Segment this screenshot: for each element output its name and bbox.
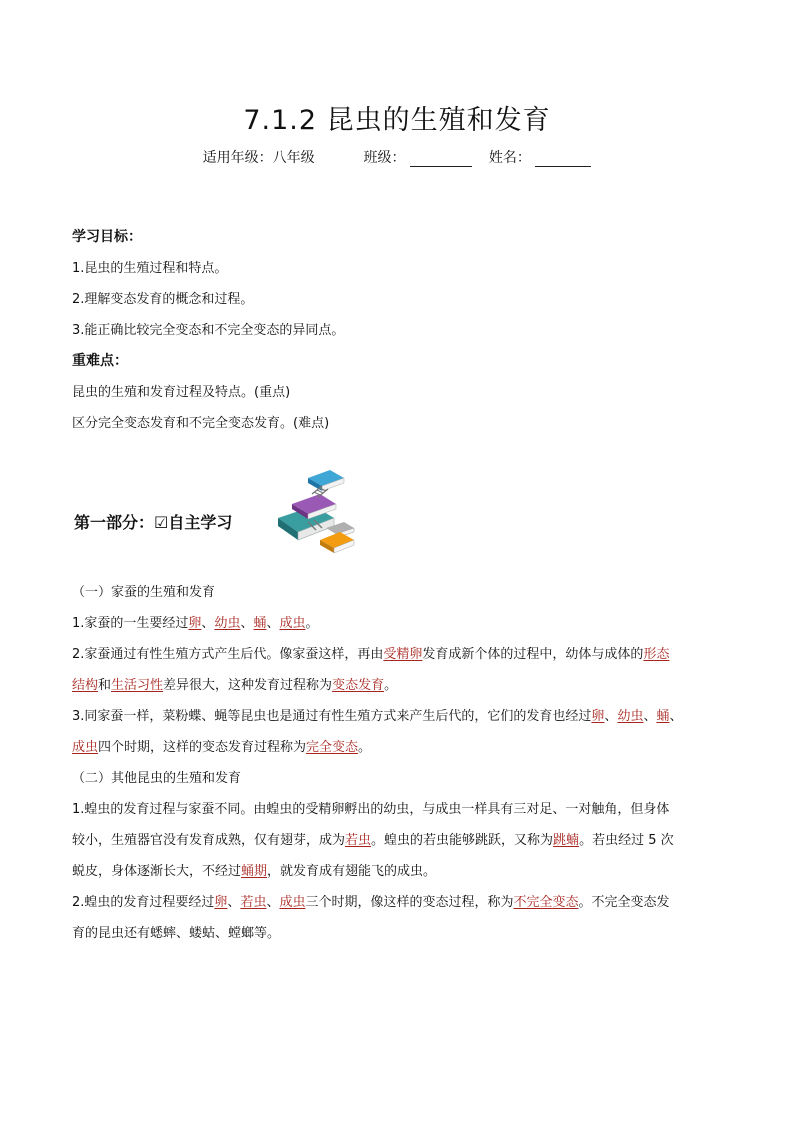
- answer-blank: 成虫: [72, 740, 99, 755]
- key-points-heading: 重难点：: [72, 353, 128, 369]
- answer-blank: 幼虫: [617, 709, 644, 724]
- meta-line: [0, 147, 794, 167]
- text: 四个时期，这样的变态发育过程称为: [98, 740, 307, 755]
- answer-blank: 成虫: [279, 616, 306, 631]
- text: 蜕皮，身体逐渐长大，不经过: [72, 864, 242, 879]
- text: ，就发育成有翅能飞的成虫。: [267, 864, 437, 879]
- text: 。不完全变态发: [578, 895, 670, 910]
- section2-heading: （二）其他昆虫的生殖和发育: [72, 771, 242, 786]
- answer-blank: 生活习性: [111, 678, 164, 693]
- answer-blank: 变态发育: [332, 678, 385, 693]
- answer-blank: 蛹期: [241, 864, 268, 879]
- answer-blank: 不完全变态: [513, 895, 579, 910]
- text: 1.蝗虫的发育过程与家蚕不同。由蝗虫的受精卵孵出的幼虫，与成虫一样具有三对足、一对触角，但身体: [72, 802, 670, 817]
- answer-blank: 成虫: [279, 895, 306, 910]
- name-blank: [535, 150, 591, 167]
- part1-heading: 第一部分：☑自主学习: [74, 513, 233, 532]
- key-point-item: 昆虫的生殖和发育过程及特点。(重点): [72, 385, 291, 400]
- text: 差异很大，这种发育过程称为: [163, 678, 333, 693]
- class-blank: [410, 150, 472, 167]
- section2-paragraph-1-cont2: [72, 856, 732, 887]
- grade-label: 适用年级：八年级: [202, 150, 315, 166]
- section1-paragraph-3: [72, 701, 732, 732]
- goals-heading: 学习目标：: [72, 229, 142, 245]
- text: 1.家蚕的一生要经过: [72, 616, 189, 631]
- text: 三个时期，像这样的变态过程，称为: [305, 895, 514, 910]
- goal-item: 2.理解变态发育的概念和过程。: [72, 292, 254, 307]
- text: 。: [358, 740, 372, 755]
- answer-blank: 卵: [188, 616, 202, 631]
- answer-blank: 若虫: [345, 833, 372, 848]
- answer-blank: 完全变态: [306, 740, 359, 755]
- name-label: 姓名：: [488, 150, 531, 166]
- section1: [72, 577, 732, 949]
- text: 2.蝗虫的发育过程要经过: [72, 895, 215, 910]
- text: 较小，生殖器官没有发育成熟，仅有翅芽，成为: [72, 833, 346, 848]
- answer-blank: 蛹: [253, 616, 267, 631]
- text: 。: [384, 678, 398, 693]
- answer-blank: 跳蝻: [553, 833, 580, 848]
- text: 3.同家蚕一样，菜粉蝶、蝇等昆虫也是通过有性生殖方式来产生后代的，它们的发育也经过: [72, 709, 592, 724]
- answer-blank: 蛹: [656, 709, 670, 724]
- text: 、: [604, 709, 618, 724]
- answer-blank: 若虫: [240, 895, 267, 910]
- section1-paragraph-3-cont: [72, 732, 732, 763]
- key-point-item: 区分完全变态发育和不完全变态发育。(难点): [72, 416, 330, 431]
- class-label: 班级：: [363, 150, 406, 166]
- goals-section: [72, 222, 344, 439]
- text: 。: [305, 616, 319, 631]
- section1-paragraph-2-cont: [72, 670, 732, 701]
- section2-paragraph-1: [72, 794, 732, 825]
- text: 、: [240, 616, 254, 631]
- text: 、: [201, 616, 215, 631]
- answer-blank: 卵: [591, 709, 605, 724]
- goal-item: 3.能正确比较完全变态和不完全变态的异同点。: [72, 323, 345, 338]
- answer-blank: 卵: [214, 895, 228, 910]
- section2-paragraph-1-cont: [72, 825, 732, 856]
- text: 2.家蚕通过有性生殖方式产生后代。像家蚕这样，再由: [72, 647, 384, 662]
- text: 和: [98, 678, 112, 693]
- answer-blank: 结构: [72, 678, 99, 693]
- answer-blank: 幼虫: [214, 616, 241, 631]
- text: 。若虫经过 5 次: [579, 833, 674, 848]
- text: 发育成新个体的过程中，幼体与成体的: [422, 647, 644, 662]
- text: 、: [227, 895, 241, 910]
- section1-paragraph-1: [72, 608, 732, 639]
- page-title: 7.1.2 昆虫的生殖和发育: [243, 105, 551, 136]
- text: 、: [266, 616, 280, 631]
- answer-blank: 形态: [643, 647, 670, 662]
- text: 、: [643, 709, 657, 724]
- section1-paragraph-2: [72, 639, 732, 670]
- text: 。蝗虫的若虫能够跳跃，又称为: [371, 833, 554, 848]
- section1-heading: （一）家蚕的生殖和发育: [72, 585, 216, 600]
- books-illustration-icon: [274, 466, 364, 562]
- section2-paragraph-2-cont: [72, 918, 732, 949]
- section2-paragraph-2: [72, 887, 732, 918]
- goal-item: 1.昆虫的生殖过程和特点。: [72, 261, 228, 276]
- text: 、: [266, 895, 280, 910]
- answer-blank: 受精卵: [383, 647, 423, 662]
- text: 、: [669, 709, 683, 724]
- text: 育的昆虫还有蟋蟀、蝼蛄、螳螂等。: [72, 926, 281, 941]
